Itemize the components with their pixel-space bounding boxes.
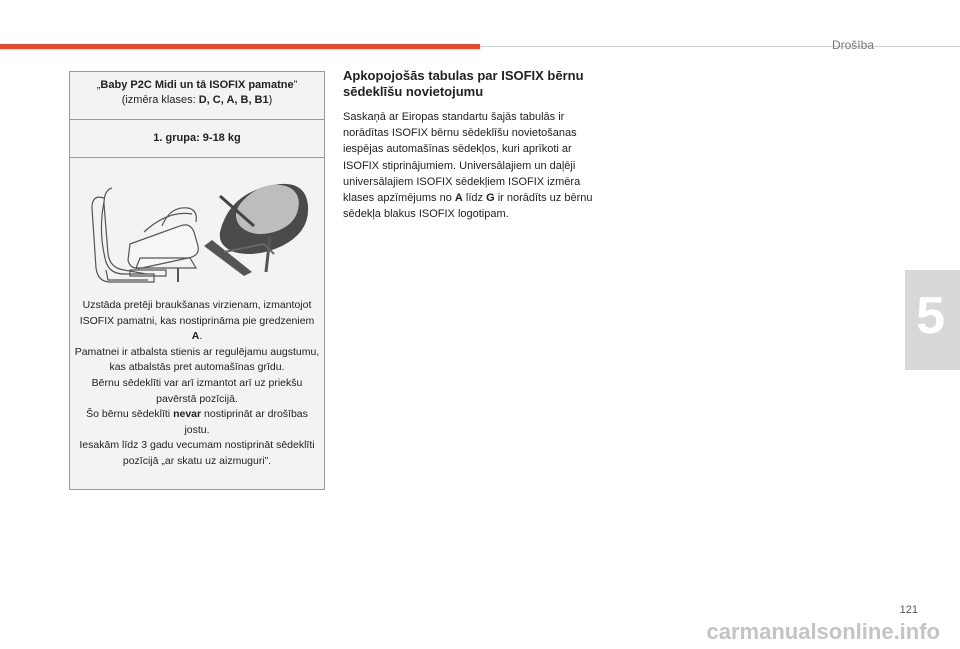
seat-name-line [70,78,324,93]
instruction-no-belt-pre: Šo bērnu sēdeklīti [86,408,174,421]
instruction-install-text: Uzstāda pretēji braukšanas virzienam, izmantojot ISOFIX pamatni, kas nostiprināma pie gredzeniem [79,299,315,327]
size-class-line [70,93,324,108]
chapter-number: 5 [916,287,945,345]
header-rule [480,46,960,47]
instruction-support-leg: Pamatnei ir atbalsta stienis ar regulējamu augstumu, kas atbalstās pret automašīnas grīdu. [74,345,320,374]
size-prefix: (izmēra klases: [121,94,199,106]
info-paragraph [343,109,608,222]
class-a-label: A [454,192,463,205]
cannot-word: nevar [173,408,202,421]
section-title: Drošība [831,38,874,52]
page-number: 121 [899,604,918,616]
instruction-no-belt-post: nostiprināt ar drošības jostu. [184,408,308,436]
watermark: carmanualsonline.info [706,619,940,644]
instruction-forward-facing: Bērnu sēdeklīti var arī izmantot arī uz priekšu pavērstā pozīcijā. [91,376,303,405]
instruction-install [74,298,320,345]
info-paragraph-end: ir norādīts uz bērnu sēdekļa blakus ISOFIX logotipam. [343,192,593,221]
open-quote: „ [96,79,101,91]
header-accent-bar [0,44,480,49]
info-heading: Apkopojošās tabulas par ISOFIX bērnu sēdeklīšu novietojumu [343,68,584,99]
seat-illustrations [70,174,324,284]
seat-instructions [74,298,320,470]
seat-name: Baby P2C Midi un tā ISOFIX pamatne [100,79,294,91]
class-g-label: G [486,192,495,205]
size-suffix: ) [268,94,273,106]
ring-label: A [191,330,200,343]
seat-title-cell [70,72,324,120]
instruction-rear-facing: Iesakām līdz 3 gadu vecumam nostiprināt sēdeklīti pozīcijā „ar skatu uz aizmuguri”. [79,439,315,467]
info-paragraph-start: Saskaņā ar Eiropas standartu šajās tabulās ir norādītas ISOFIX bērnu sēdeklīšu novietošanas iespējas automašīnas sēdekļos, kuri aprīkoti ar ISOFIX stiprinājumiem. Universālajiem un daļēji universālajiem ISOFIX sēdekļiem ISOFIX izmēra klases apzīmējums no [343,111,581,205]
group-label: 1. grupa: 9-18 kg [70,120,324,158]
info-column [343,68,608,222]
info-paragraph-mid: līdz [462,192,487,205]
instruction-install-end: . [199,330,203,343]
isofix-seat-table [69,71,325,490]
close-quote: ” [293,79,298,91]
car-seat-line-drawing [92,188,198,282]
infant-carrier-photo [204,184,308,276]
instruction-no-belt [74,407,320,438]
size-classes: D, C, A, B, B1 [198,94,269,106]
seat-description-cell [70,158,324,488]
